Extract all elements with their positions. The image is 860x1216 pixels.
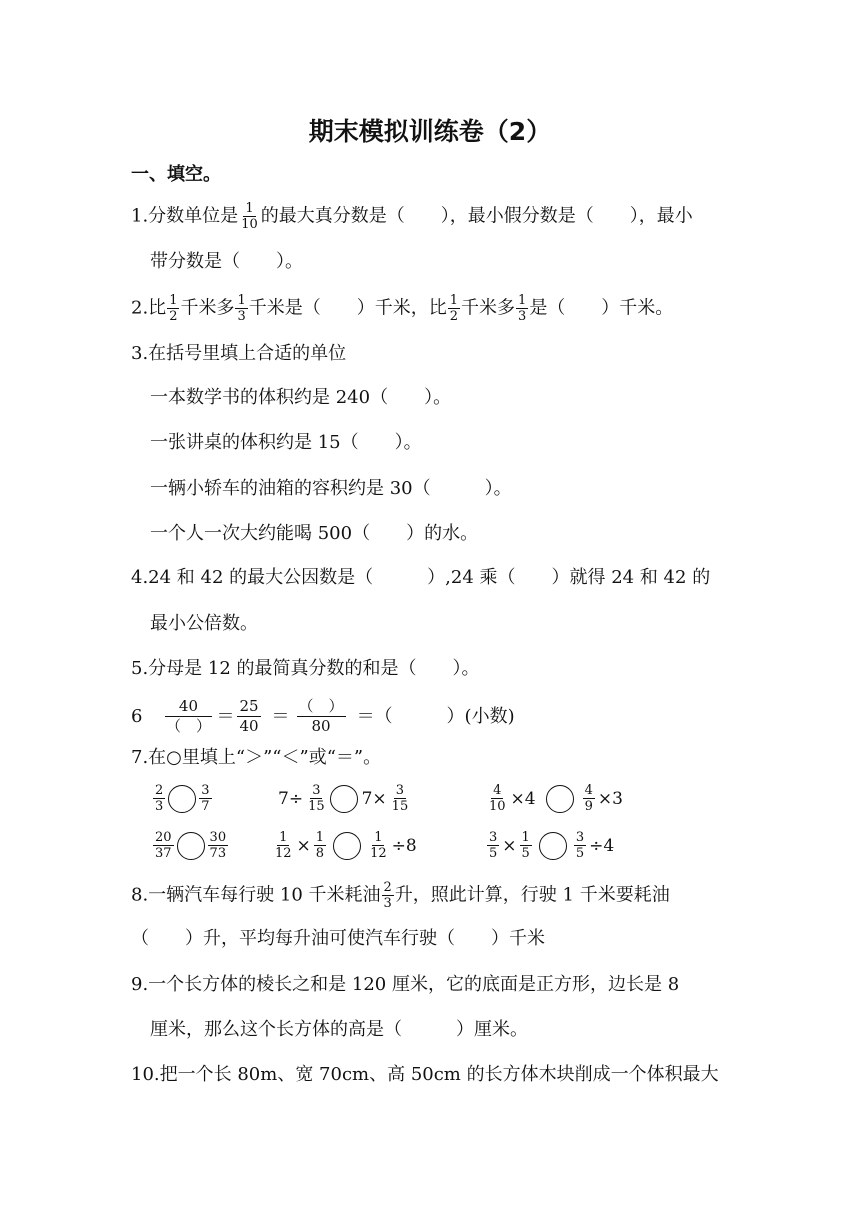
- question-3-head: 3.在括号里填上合适的单位: [131, 343, 347, 364]
- question-9-line-1: 9.一个长方体的棱长之和是 120 厘米，它的底面是正方形，边长是 8: [131, 974, 680, 995]
- question-5: 5.分母是 12 的最简真分数的和是（ ）。: [131, 658, 480, 679]
- page-title: 期末模拟训练卷（2）: [308, 117, 552, 146]
- answer-circle[interactable]: [546, 785, 574, 813]
- answer-circle[interactable]: [333, 832, 361, 860]
- answer-circle[interactable]: [330, 785, 358, 813]
- compare-item: $\frac{2}{3}$ $\frac{3}{7}$: [155, 783, 210, 814]
- answer-circle[interactable]: [539, 832, 567, 860]
- compare-item: $\frac{1}{12}$ × $\frac{1}{8}$ $\frac{1}{12}$ ÷8: [275, 830, 417, 861]
- answer-circle[interactable]: [168, 785, 196, 813]
- fraction: $\frac{1}{10}$: [241, 201, 258, 232]
- compare-item: 7÷ $\frac{3}{15}$ 7× $\frac{3}{15}$: [278, 783, 409, 814]
- question-1-line-1: 1.分数单位是 $\frac{1}{10}$ 的最大真分数是（ ），最小假分数是（ ），最小: [131, 201, 693, 232]
- question-8-line-2: （ ）升，平均每升油可使汽车行驶（ ）千米: [131, 928, 545, 949]
- question-3-item-2: 一张讲桌的体积约是 15（ ）。: [150, 432, 422, 453]
- question-3-item-4: 一个人一次大约能喝 500（ ）的水。: [150, 523, 479, 544]
- question-8-line-1: 8.一辆汽车每行驶 10 千米耗油 $\frac{2}{3}$ 升，照此计算，行驶 1 千米要耗油: [131, 880, 670, 911]
- compare-item: $\frac{20}{37}$ $\frac{30}{73}$: [155, 830, 227, 861]
- question-4-line-1: 4.24 和 42 的最大公因数是（ ）,24 乘（ ）就得 24 和 42 的: [131, 567, 711, 588]
- question-7-head: 7.在○里填上“＞”“＜”或“＝”。: [131, 747, 382, 768]
- question-3-item-1: 一本数学书的体积约是 240（ ）。: [150, 387, 452, 408]
- question-6: 6 $\frac{40}{( )}$ ＝ $\frac{25}{40}$ ＝ $\frac{( )}{80}$ ＝（ ）(小数): [131, 697, 515, 735]
- question-2: 2.比 $\frac{1}{2}$ 千米多 $\frac{1}{3}$ 千米是（ ）千米，比 $\frac{1}{2}$ 千米多 $\frac{1}{3}$ 是（ ）千米。: [131, 293, 674, 324]
- compare-item: $\frac{3}{5}$ × $\frac{1}{5}$ $\frac{3}{5}$ ÷4: [489, 830, 615, 861]
- answer-circle[interactable]: [177, 832, 205, 860]
- section-heading: 一、填空。: [131, 164, 221, 185]
- question-9-line-2: 厘米，那么这个长方体的高是（ ）厘米。: [150, 1019, 528, 1040]
- question-10: 10.把一个长 80m、宽 70cm、高 50cm 的长方体木块削成一个体积最大: [131, 1064, 719, 1085]
- question-4-line-2: 最小公倍数。: [150, 613, 258, 634]
- question-1-line-2: 带分数是（ ）。: [150, 251, 303, 272]
- question-3-item-3: 一辆小轿车的油箱的容积约是 30（ ）。: [150, 478, 512, 499]
- compare-item: $\frac{4}{10}$ ×4 $\frac{4}{9}$ ×3: [489, 783, 623, 814]
